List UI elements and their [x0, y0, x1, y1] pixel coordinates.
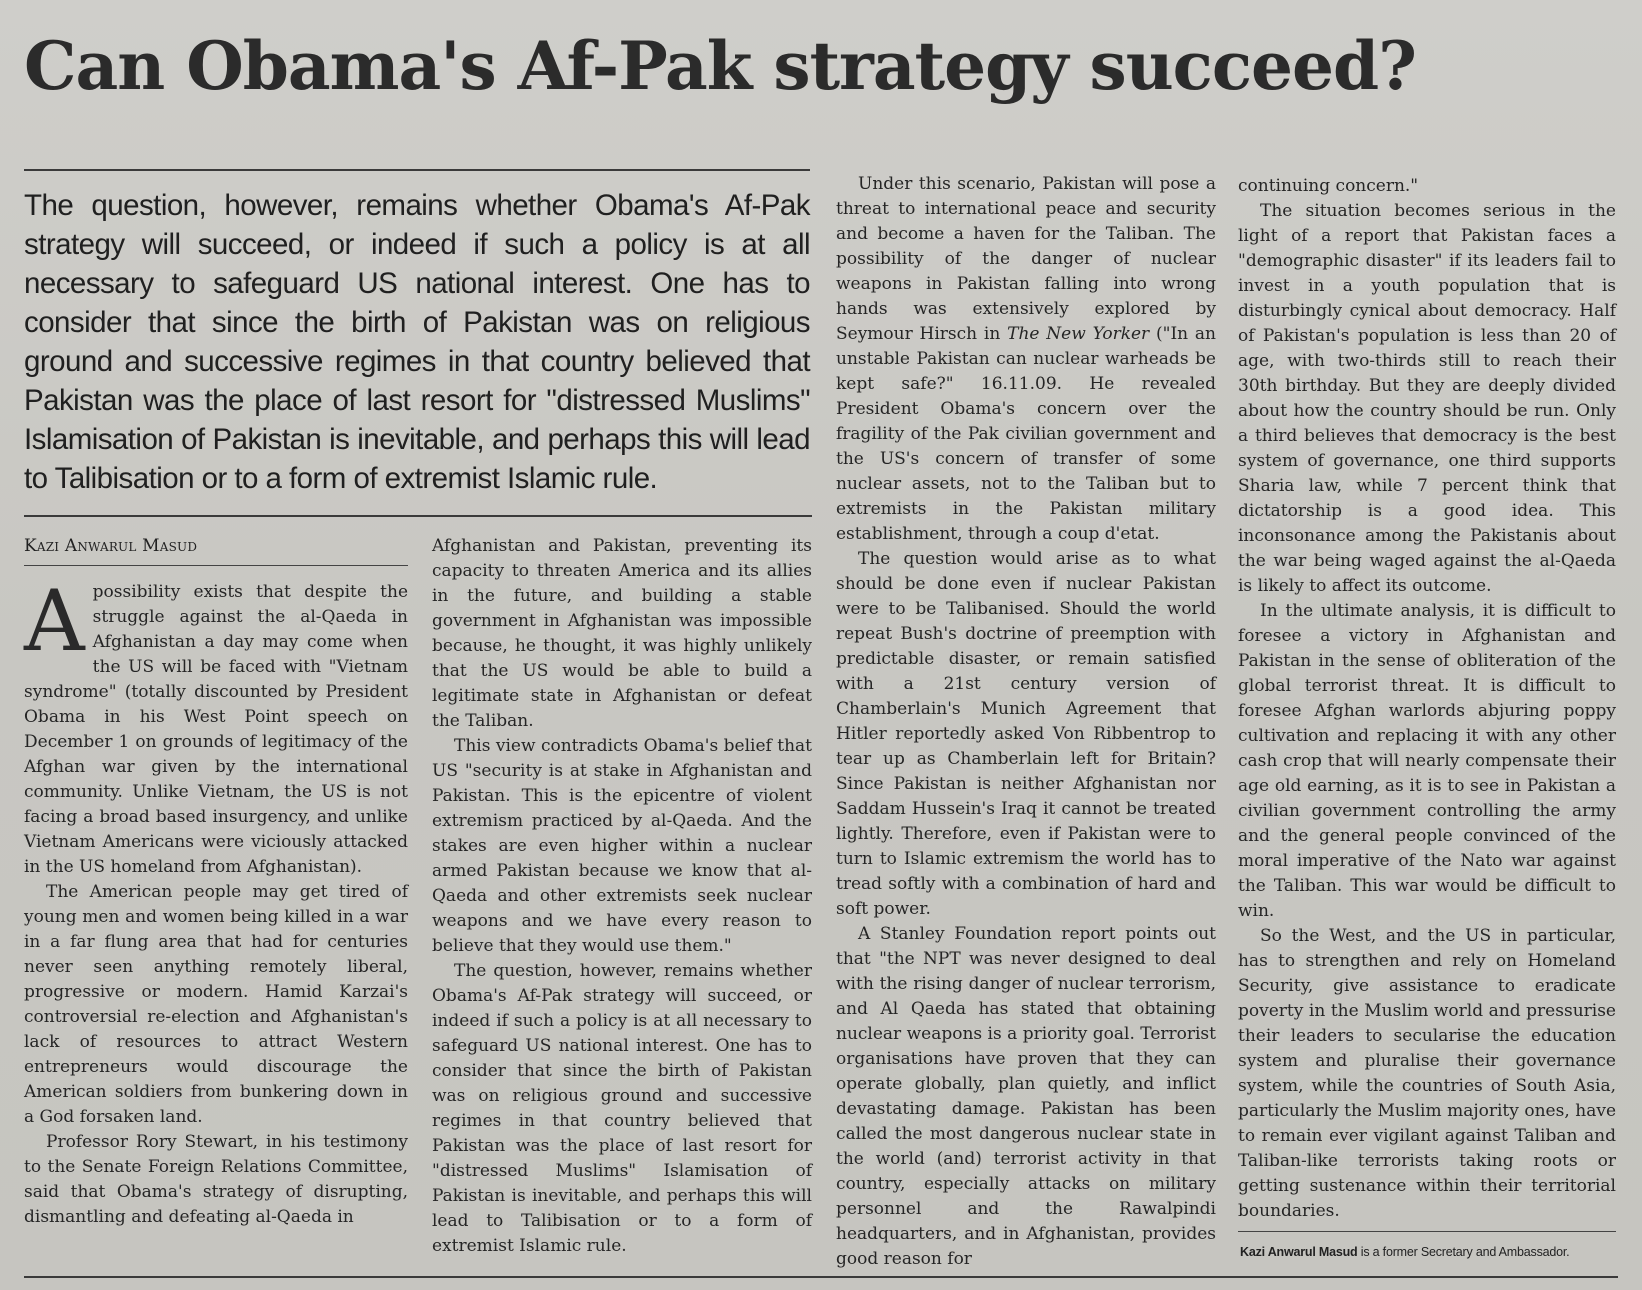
paragraph-7	[836, 172, 1216, 547]
byline: Kazi Anwarul Masud	[24, 536, 198, 556]
paragraph-4: Afghanistan and Pakistan, preventing its capacity to threaten America and its allies in the future, and building a stable government in Afghanistan was impossible because, he thought, it was highly unlikely that the US would be able to build a legitimate state in Afghanistan or defeat the Taliban.	[432, 536, 812, 731]
paragraph-5: This view contradicts Obama's belief that US "security is at stake in Afghanistan and Pakistan. This is the epicentre of violent extremism practiced by al-Qaeda. And the stakes are even higher within a nuclear armed Pakistan because we know that al-Qaeda and other extremists seek nuclear weapons and we have every reason to believe that they would use them."	[432, 736, 812, 956]
headline: Can Obama's Af-Pak strategy succeed?	[24, 27, 1416, 105]
tagline-name: Kazi Anwarul Masud	[1240, 1245, 1358, 1259]
column-4	[1238, 174, 1616, 1224]
tagline-rule	[1238, 1231, 1616, 1232]
author-tagline	[1240, 1245, 1620, 1259]
pullquote-bottom-rule	[24, 515, 812, 517]
paragraph-1	[24, 572, 408, 880]
paragraph-2: The American people may get tired of young men and women being killed in a war in a far flung area that had for centuries never seen anything remotely liberal, progressive or modern. Hamid Karzai's controversial re-election and Afghanistan's lack of resources to attract Western entrepreneurs would discourage the American soldiers from bunkering down in a God forsaken land.	[24, 882, 408, 1127]
tagline-text: is a former Secretary and Ambassador.	[1357, 1245, 1570, 1259]
paragraph-7-text-b: ("In an unstable Pakistan can nuclear warheads be kept safe?" 16.11.09. He revealed President Obama's concern over the fragility of the Pak civilian government and the US's concern of transfer of some nuclear assets, not to the Taliban but to extremists in the Pakistan military establishment, through a coup d'etat.	[836, 324, 1216, 544]
paragraph-7-text-a: Under this scenario, Pakistan will pose a threat to international peace and security and become a haven for the Taliban. The possibility of the danger of nuclear weapons in Pakistan falling into wrong hands was extensively explored by Seymour Hirsch in	[836, 174, 1216, 344]
paragraph-10: continuing concern."	[1238, 176, 1419, 196]
paragraph-13: So the West, and the US in particular, has to strengthen and rely on Homeland Security, give assistance to eradicate poverty in the Muslim world and pressurise their leaders to secularise the education system and pluralise their governance system, while the countries of South Asia, particularly the Muslim majority ones, have to remain ever vigilant against Taliban and Taliban-like terrorists taking roots or getting sustenance within their territorial boundaries.	[1238, 926, 1616, 1221]
paragraph-6: The question, however, remains whether Obama's Af-Pak strategy will succeed, or indeed if such a policy is at all necessary to safeguard US national interest. One has to consider that since the birth of Pakistan was on religious ground and successive regimes in that country believed that Pakistan was the place of last resort for "distressed Muslims" Islamisation of Pakistan is inevitable, and perhaps this will lead to Talibisation or to a form of extremist Islamic rule.	[432, 961, 812, 1256]
page-bottom-rule	[24, 1276, 1618, 1278]
pullquote-top-rule	[24, 169, 810, 171]
paragraph-3: Professor Rory Stewart, in his testimony to the Senate Foreign Relations Committee, said that Obama's strategy of disrupting, dismantling and defeating al-Qaeda in	[24, 1132, 408, 1227]
paragraph-8: The question would arise as to what should be done even if nuclear Pakistan were to be Talibanised. Should the world repeat Bush's doctrine of preemption with predictable disaster, or remain satisfied with a 21st century version of Chamberlain's Munich Agreement that Hitler reportedly asked Von Ribbentrop to tear up as Chamberlain left for Britain? Since Pakistan is neither Afghanistan nor Saddam Hussein's Iraq it cannot be treated lightly. Therefore, even if Pakistan were to turn to Islamic extremism the world has to tread softly with a combination of hard and soft power.	[836, 549, 1216, 919]
paragraph-1-text: possibility exists that despite the struggle against the al-Qaeda in Afghanistan a day may come when the US will be faced with "Vietnam syndrome" (totally discounted by President Obama in his West Point speech on December 1 on grounds of legitimacy of the Afghan war given by the international community. Unlike Vietnam, the US is not facing a broad based insurgency, and unlike Vietnam Americans were viciously attacked in the US homeland from Afghanistan).	[24, 582, 408, 877]
drop-cap: A	[24, 572, 85, 670]
column-2	[432, 534, 812, 1259]
column-3	[836, 172, 1216, 1272]
byline-rule	[24, 565, 408, 566]
publication-title: The New Yorker	[1007, 324, 1150, 344]
column-1	[24, 572, 408, 1230]
paragraph-12: In the ultimate analysis, it is difficult to foresee a victory in Afghanistan and Pakistan in the sense of obliteration of the global terrorist threat. It is difficult to foresee Afghan warlords abjuring poppy cultivation and replacing it with any other cash crop that will nearly compensate their age old earning, as it is to see in Pakistan a civilian government controlling the army and the general people convinced of the moral imperative of the Nato war against the Taliban. This war would be difficult to win.	[1238, 601, 1616, 921]
paragraph-9: A Stanley Foundation report points out that "the NPT was never designed to deal with the rising danger of nuclear terrorism, and Al Qaeda has stated that obtaining nuclear weapons is a priority goal. Terrorist organisations have proven that they can operate globally, plan quietly, and inflict devastating damage. Pakistan has been called the most dangerous nuclear state in the world (and) terrorist activity in that country, especially attacks on military personnel and the Rawalpindi headquarters, and in Afghanistan, provides good reason for	[836, 924, 1216, 1269]
paragraph-11: The situation becomes serious in the light of a report that Pakistan faces a "demographic disaster" if its leaders fail to invest in a youth population that is disturbingly cynical about democracy. Half of Pakistan's population is less than 20 of age, with two-thirds still to reach their 30th birthday. But they are deeply divided about how the country should be run. Only a third believes that democracy is the best system of governance, one third supports Sharia law, while 7 percent think that dictatorship is a good idea. This inconsonance among the Pakistanis about the war being waged against the al-Qaeda is likely to affect its outcome.	[1238, 201, 1616, 596]
pullquote: The question, however, remains whether Obama's Af-Pak strategy will succeed, or indeed if such a policy is at all necessary to safeguard US national interest. One has to consider that since the birth of Pakistan was on religious ground and successive regimes in that country believed that Pakistan was the place of last resort for "distressed Muslims" Islamisation of Pakistan is inevitable, and perhaps this will lead to Talibisation or to a form of extremist Islamic rule.	[24, 189, 810, 495]
